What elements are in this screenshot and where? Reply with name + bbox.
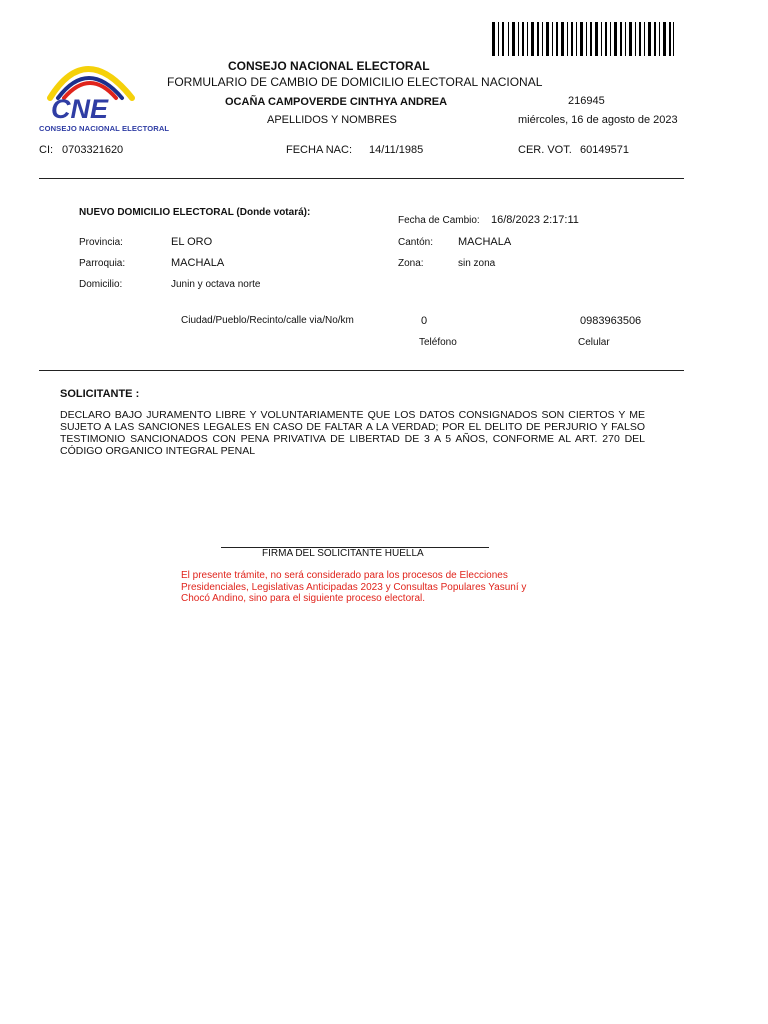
zone-value: sin zona [458,258,496,269]
change-date-label: Fecha de Cambio: [398,215,480,226]
address-caption: Ciudad/Pueblo/Recinto/calle via/No/km [181,315,354,326]
full-name: OCAÑA CAMPOVERDE CINTHYA ANDREA [225,96,448,108]
address-value: Junin y octava norte [171,279,261,290]
divider-top [39,178,684,179]
birth-date-value: 14/11/1985 [369,144,424,156]
phone-value: 0 [421,315,428,327]
logo-acronym: CNE [51,94,109,124]
barcode [490,22,676,56]
mobile-label: Celular [578,337,610,348]
ci-label: CI: [39,144,54,156]
birth-date-label: FECHA NAC: [286,144,353,156]
notice-text: El presente trámite, no será considerado para los procesos de Elecciones Presidenciales, Legislativas Anticipadas 2023 y Consultas Populares Yasuní y Chocó Andino, sino para el siguiente proceso electoral. [181,570,527,604]
province-label: Provincia: [79,237,123,248]
signature-caption: FIRMA DEL SOLICITANTE HUELLA [262,548,424,559]
parish-value: MACHALA [171,257,225,269]
name-caption: APELLIDOS Y NOMBRES [267,114,397,126]
address-label: Domicilio: [79,279,123,290]
domicile-section-title: NUEVO DOMICILIO ELECTORAL (Donde votará): [79,207,311,218]
canton-label: Cantón: [398,237,434,248]
phone-label: Teléfono [419,337,457,348]
canton-value: MACHALA [458,236,512,248]
mobile-value: 0983963506 [580,315,642,327]
cne-logo-graphic [36,54,156,124]
divider-middle [39,370,684,371]
parish-label: Parroquia: [79,258,126,269]
change-date-value: 16/8/2023 2:17:11 [491,214,579,226]
barcode-graphic [490,22,676,56]
sworn-declaration: DECLARO BAJO JURAMENTO LIBRE Y VOLUNTARIAMENTE QUE LOS DATOS CONSIGNADOS SON CIERTOS Y ME SUJETO A LAS SANCIONES LEGALES EN CASO DE FALTAR A LA VERDAD; POR EL DELITO DE PERJURIO Y FALSO TESTIMONIO SANCIONADOS CON PENA PRIVATIVA DE LIBERTAD DE 3 A 5 AÑOS, CONFORME AL ART. 270 DEL CÓDIGO ORGANICO INTEGRAL PENAL [60,409,645,457]
org-title: CONSEJO NACIONAL ELECTORAL [228,59,430,73]
form-title: FORMULARIO DE CAMBIO DE DOMICILIO ELECTORAL NACIONAL [167,75,543,89]
form-number: 216945 [568,95,605,107]
province-value: EL ORO [171,236,213,248]
cne-logo [36,54,170,136]
ci-value: 0703321620 [62,144,124,156]
zone-label: Zona: [398,258,424,269]
applicant-title: SOLICITANTE : [60,388,140,400]
voting-cert-label: CER. VOT. [518,144,572,156]
voting-cert-value: 60149571 [580,144,629,156]
logo-caption: CONSEJO NACIONAL ELECTORAL [39,124,170,133]
document-date: miércoles, 16 de agosto de 2023 [518,114,678,126]
